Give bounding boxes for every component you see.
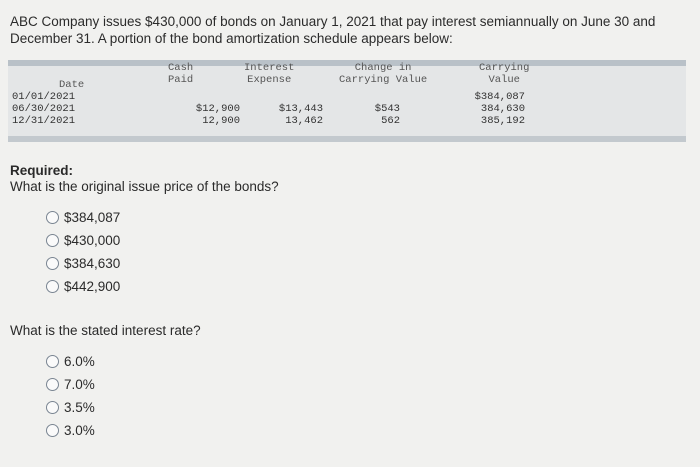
row-3-interest: 13,462 (285, 115, 323, 127)
question-2-text: What is the stated interest rate? (10, 323, 201, 338)
header-interest-expense: Interest Expense (244, 62, 295, 86)
option-label: 3.5% (64, 400, 95, 415)
q1-option-2[interactable] (46, 229, 120, 252)
question-1-options (46, 206, 120, 298)
radio-icon[interactable] (46, 280, 59, 293)
question-1-text: What is the original issue price of the bonds? (10, 179, 279, 194)
option-label: $384,630 (64, 256, 121, 271)
radio-icon[interactable] (46, 424, 59, 437)
row-3-change: 562 (381, 115, 400, 127)
radio-icon[interactable] (46, 401, 59, 414)
q1-option-3[interactable] (46, 252, 120, 275)
radio-icon[interactable] (46, 355, 59, 368)
q1-option-1[interactable] (46, 206, 120, 229)
row-2-cash: $12,900 (195, 103, 240, 115)
question-2-options (46, 350, 95, 442)
option-label: 7.0% (64, 377, 95, 392)
radio-icon[interactable] (46, 378, 59, 391)
header-cash-paid: Cash Paid (168, 62, 194, 86)
required-label: Required: (10, 163, 74, 178)
q1-option-4[interactable] (46, 275, 120, 298)
option-label: $430,000 (64, 233, 121, 248)
radio-icon[interactable] (46, 211, 59, 224)
option-label: $384,087 (64, 210, 121, 225)
row-3-cash: 12,900 (202, 115, 240, 127)
row-2-change: $543 (374, 103, 400, 115)
row-1-date: 01/01/2021 (12, 91, 76, 103)
row-3-date: 12/31/2021 (12, 115, 76, 127)
table-bottom-band (8, 136, 686, 142)
question-1 (10, 163, 279, 195)
q2-option-3[interactable] (46, 396, 95, 419)
header-carrying-value: Carrying Value (479, 62, 530, 86)
q2-option-2[interactable] (46, 373, 95, 396)
header-change-in-carrying-value: Change in Carrying Value (339, 62, 428, 86)
option-label: 6.0% (64, 354, 95, 369)
q2-option-1[interactable] (46, 350, 95, 373)
header-date: Date (59, 79, 85, 91)
radio-icon[interactable] (46, 257, 59, 270)
row-1-carrying: $384,087 (474, 91, 525, 103)
row-2-carrying: 384,630 (480, 103, 525, 115)
amortization-table (8, 60, 686, 142)
option-label: $442,900 (64, 279, 121, 294)
row-2-date: 06/30/2021 (12, 103, 76, 115)
option-label: 3.0% (64, 423, 95, 438)
q2-option-4[interactable] (46, 419, 95, 442)
problem-intro: ABC Company issues $430,000 of bonds on January 1, 2021 that pay interest semiannually on June 30 and December 31. A portion of the bond amortization schedule appears below: (10, 14, 656, 46)
row-2-interest: $13,443 (278, 103, 323, 115)
row-3-carrying: 385,192 (480, 115, 525, 127)
radio-icon[interactable] (46, 234, 59, 247)
